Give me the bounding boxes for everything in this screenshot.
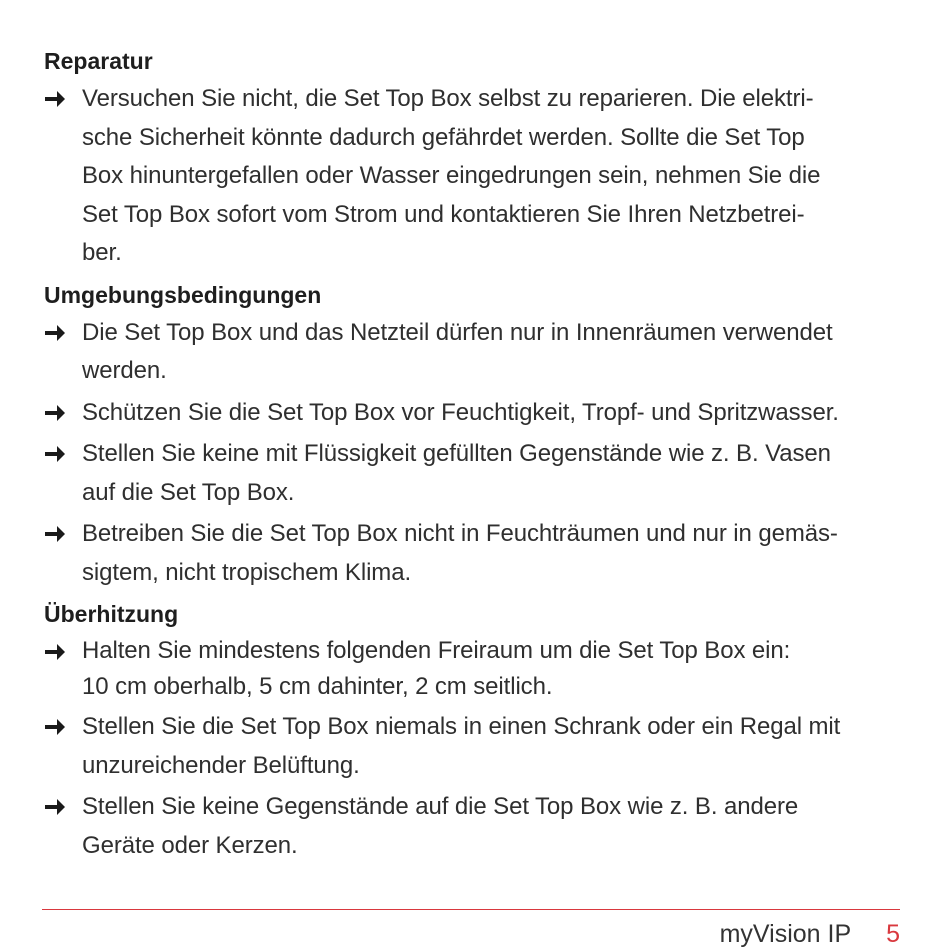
bullet-list	[44, 314, 904, 593]
list-item-text-line: ber.	[82, 239, 122, 266]
list-item-text-line: Schützen Sie die Set Top Box vor Feuchtigkeit, Tropf- und Spritzwasser.	[82, 398, 839, 426]
section-heading: Reparatur	[44, 48, 153, 74]
list-item-text-line: auf die Set Top Box.	[82, 478, 295, 506]
list-item-text-line: sigtem, nicht tropischem Klima.	[82, 558, 412, 586]
list-item-text-line: sche Sicherheit könnte dadurch gefährdet werden. Sollte die Set Top	[82, 123, 805, 151]
sections-container	[44, 42, 904, 865]
section-heading: Überhitzung	[44, 601, 179, 627]
section-heading: Umgebungsbedingungen	[44, 281, 322, 308]
bullet-list	[44, 80, 904, 273]
list-item	[44, 80, 904, 273]
list-item	[44, 515, 904, 592]
footer-divider	[42, 909, 900, 910]
page-footer	[720, 916, 900, 952]
list-item-text-line: Die Set Top Box und das Netzteil dürfen nur in Innenräumen verwendet	[82, 318, 833, 346]
list-item	[44, 788, 904, 865]
list-item-text-line: Box hinuntergefallen oder Wasser eingedrungen sein, nehmen Sie die	[82, 162, 821, 189]
arrow-right-icon	[44, 716, 66, 738]
list-item-text-line: Set Top Box sofort vom Strom und kontaktieren Sie Ihren Netzbetrei-	[82, 200, 805, 228]
arrow-right-icon	[44, 641, 66, 663]
list-item-text-line: Halten Sie mindestens folgenden Freiraum um die Set Top Box ein:	[82, 637, 791, 664]
list-item-text-line: Stellen Sie keine mit Flüssigkeit gefüllten Gegenstände wie z. B. Vasen	[82, 440, 831, 467]
list-item-text-line: Betreiben Sie die Set Top Box nicht in Feuchträumen und nur in gemäs-	[82, 520, 838, 547]
list-item-text-line: Geräte oder Kerzen.	[82, 831, 298, 859]
list-item-text-line: Stellen Sie die Set Top Box niemals in einen Schrank oder ein Regal mit	[82, 713, 841, 740]
arrow-right-icon	[44, 796, 66, 818]
arrow-right-icon	[44, 322, 66, 344]
list-item-text-line: Stellen Sie keine Gegenstände auf die Set Top Box wie z. B. andere	[82, 793, 799, 820]
page-number: 5	[886, 920, 900, 948]
arrow-right-icon	[44, 523, 66, 545]
arrow-right-icon	[44, 443, 66, 465]
list-item-text-line: Versuchen Sie nicht, die Set Top Box selbst zu reparieren. Die elektri-	[82, 85, 814, 112]
list-item-text-line: werden.	[82, 357, 167, 384]
footer-product-name: myVision IP	[719, 920, 852, 948]
list-item	[44, 394, 904, 433]
page-content	[44, 42, 904, 868]
arrow-right-icon	[44, 402, 66, 424]
list-item	[44, 435, 904, 512]
bullet-list	[44, 633, 904, 865]
arrow-right-icon	[44, 88, 66, 110]
list-item	[44, 708, 904, 785]
list-item-text-line: unzureichender Belüftung.	[82, 751, 360, 779]
list-item-text-line: 10 cm oberhalb, 5 cm dahinter, 2 cm seitlich.	[82, 673, 553, 700]
list-item	[44, 633, 904, 705]
list-item	[44, 314, 904, 391]
